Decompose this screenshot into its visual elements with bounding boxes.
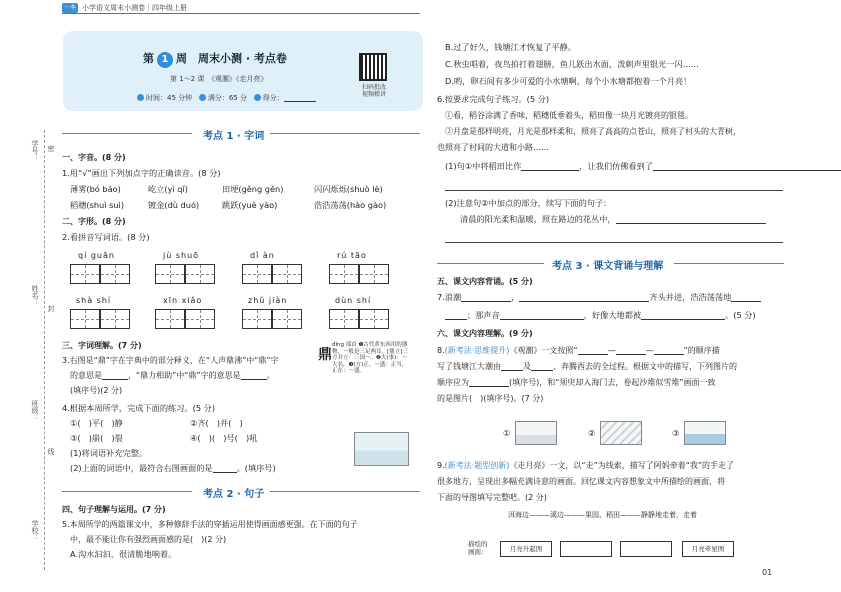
- writing-box[interactable]: [100, 309, 130, 329]
- question-9-line3: 下面的导图填写完整吧。(2 分): [437, 493, 547, 502]
- q1-item[interactable]: 浩浩荡荡(hào gào): [314, 200, 387, 210]
- q6-sentence-2-cont: 也照亮了村间的大道和小路……: [437, 143, 549, 152]
- pinyin: rú tāo: [337, 251, 367, 260]
- writing-box[interactable]: [70, 309, 100, 329]
- id-label: 学号：: [31, 140, 39, 161]
- q1-item[interactable]: 薄雾(bó báo): [70, 184, 121, 194]
- cut-mark-1: 密: [47, 145, 55, 152]
- flow-label: 描绘的 画面：: [468, 540, 488, 556]
- question-7: 7.浪潮 ， 齐头并进，浩浩荡荡地: [437, 292, 761, 303]
- series-logo: 一本: [63, 4, 76, 11]
- rule: [270, 133, 420, 134]
- route-sequence: 洱海边———溪边———果园、稻田———静静地走着，走着: [508, 511, 697, 519]
- q1-item[interactable]: 镀金(dù duó): [148, 200, 200, 210]
- writing-box[interactable]: [242, 309, 272, 329]
- flow-box-first: 月亮升起图: [500, 541, 552, 557]
- question-5: 5.本周所学的两篇课文中，多种修辞手法的穿插运用使得画面感更强。在下面的句子: [62, 520, 358, 529]
- q1-item[interactable]: 田埂(gěng gěn): [222, 184, 284, 194]
- question-8-line3: 顺序应为 (填序号)，和“须臾却入海门去，卷起沙堆似雪堆”画面一致: [437, 378, 716, 387]
- part-heading: 五、课文内容背诵。(5 分): [437, 277, 533, 286]
- question-9: 9.(新考法·题型创新)《走月亮》一文，以“走”为线索，描写了阿妈牵着“我”的手走了: [437, 461, 735, 470]
- q6-sentence-2: ②月盘是那样明亮，月光是那样柔和，照亮了高高的点苍山，照亮了村头的大青树，: [445, 127, 741, 136]
- q4-sub-2: (2)上面的词语中，最符合右图画面的是 。(填序号): [70, 463, 276, 473]
- clock-icon: [137, 94, 144, 101]
- question-5-line2: 中，最不能让你有强烈画面感的是( )(2 分): [70, 535, 227, 544]
- question-8-line2: 写了钱塘江大潮由 及 、奔腾西去的全过程。根据文中的描写，下列图片的: [437, 362, 737, 371]
- image-label-2: ②: [588, 428, 596, 438]
- part-heading: 二、字形。(8 分): [62, 217, 126, 226]
- test-meta: 时间：45 分钟 满分：65 分 得分：: [137, 93, 316, 103]
- flow-box-blank[interactable]: [620, 541, 672, 557]
- question-3-line2: 的意思是 ，“鼎力相助”中“鼎”字的意思是 。: [70, 371, 275, 380]
- calm-river-image: [354, 432, 409, 466]
- dictionary-entry: dǐng 部首 ❶古代煮东西用的器物，一般是三足两耳。[鼎立]三方并立：三国～。❷大(事)：～大名。❸(方)正。～盛：正当，正在：～盛。: [332, 342, 408, 375]
- part-heading: 三、字词理解。(7 分): [62, 341, 142, 350]
- page-number: 01: [762, 568, 773, 577]
- qr-caption: 扫码批改 视频精讲: [361, 84, 386, 98]
- flow-box-last: 月亮牵星图: [682, 541, 734, 557]
- writing-box[interactable]: [242, 264, 272, 284]
- option-a[interactable]: A.沟水汩汩，很清脆地响着。: [70, 549, 177, 559]
- writing-box[interactable]: [329, 264, 359, 284]
- answer-line[interactable]: [445, 242, 783, 243]
- pinyin: shà shí: [76, 296, 112, 305]
- writing-box[interactable]: [359, 264, 389, 284]
- writing-box[interactable]: [185, 264, 215, 284]
- writing-box[interactable]: [272, 309, 302, 329]
- q1-item[interactable]: 跳跃(yuè yào): [222, 200, 278, 210]
- rule: [674, 263, 784, 264]
- writing-box[interactable]: [155, 309, 185, 329]
- qr-code[interactable]: [359, 53, 387, 81]
- image-label-1: ①: [503, 428, 511, 438]
- part-heading: 四、句子理解与运用。(7 分): [62, 505, 166, 514]
- pinyin: dùn shí: [335, 296, 372, 305]
- q4-item[interactable]: ③( )崩( )裂: [70, 433, 123, 443]
- top-rule: [62, 13, 420, 14]
- section-heading-3: 考点 3 · 课文背诵与理解: [552, 261, 664, 272]
- answer-line[interactable]: [445, 190, 783, 191]
- flow-box-blank[interactable]: [560, 541, 612, 557]
- rule: [270, 491, 420, 492]
- q1-item[interactable]: 屹立(yì qǐ): [148, 184, 188, 194]
- series-title: 小学语文周末小测卷｜四年级上册: [82, 4, 187, 12]
- question-6: 6.按要求完成句子练习。(5 分): [437, 94, 550, 104]
- dict-char: 鼎: [318, 347, 332, 363]
- writing-box[interactable]: [70, 264, 100, 284]
- question-4: 4.根据本周所学，完成下面的练习。(5 分): [62, 403, 216, 413]
- q4-item[interactable]: ②齐( )并( ): [190, 418, 243, 428]
- lesson-range: 第 1～2 课 《观潮》《走月亮》: [170, 75, 268, 83]
- writing-box[interactable]: [185, 309, 215, 329]
- q4-item[interactable]: ①( )平( )静: [70, 418, 123, 428]
- q4-item[interactable]: ④( )( )号( )吼: [190, 433, 258, 443]
- q6-sub-2: (2)注意句②中加点的部分，续写下面的句子：: [445, 198, 612, 208]
- q4-sub-1: (1)将词语补充完整。: [70, 448, 148, 458]
- writing-box[interactable]: [329, 309, 359, 329]
- question-8: 8.(新考法·思维提升)《观潮》一文按照“ — — ”的顺序描: [437, 346, 720, 355]
- question-2: 2.看拼音写词语。(8 分): [62, 232, 150, 242]
- question-8-line4: 的是图片( )(填序号)。(7 分): [437, 394, 544, 403]
- writing-box[interactable]: [155, 264, 185, 284]
- school-label: 学校：: [31, 520, 39, 541]
- question-9-line2: 很多地方，呈现出多幅充满诗意的画面。回忆课文内容想象文中所描绘的画面，将: [437, 477, 725, 486]
- rule: [62, 491, 192, 492]
- class-label: 班级：: [31, 400, 39, 421]
- tide-image-3: [684, 421, 726, 445]
- q1-item[interactable]: 闪闪烁烁(shuò lè): [314, 184, 383, 194]
- cut-mark-3: 线: [47, 448, 55, 455]
- name-label: 姓名：: [31, 285, 39, 306]
- question-7-line2: ；那声音 ，好像大地都被 。(5 分): [445, 310, 756, 321]
- part-heading: 一、字音。(8 分): [62, 153, 126, 162]
- writing-box[interactable]: [100, 264, 130, 284]
- pinyin: xīn xiǎo: [163, 296, 203, 305]
- pinyin: zhǔ jiàn: [248, 296, 288, 305]
- question-3-score: (填序号)(2 分): [70, 386, 123, 395]
- pinyin: qí guān: [78, 251, 115, 260]
- option-d[interactable]: D.哟，卵石间有多少可爱的小水塘啊，每个小水塘都抱着一个月亮！: [445, 76, 692, 86]
- week-title: 第 1 周 周末小测 · 考点卷: [143, 50, 287, 68]
- rule: [437, 263, 544, 264]
- tide-image-2: [600, 421, 642, 445]
- option-b[interactable]: B.过了好久，钱塘江才恢复了平静。: [445, 42, 577, 52]
- question-3: 3.右图是“鼎”字在字典中的部分释义，在“人声鼎沸”中“鼎”字: [62, 356, 279, 365]
- cut-line: [44, 130, 45, 570]
- writing-box[interactable]: [359, 309, 389, 329]
- rule: [62, 133, 192, 134]
- q6-sentence-1: ①看，稻谷涂满了香味，稻穗低垂着头，稻田像一块月光镀亮的银毯。: [445, 111, 693, 120]
- q6-sub-1: (1)句①中将稻田比作 ，让我们仿佛看到了: [445, 161, 841, 172]
- section-heading-1: 考点 1 · 字词: [203, 131, 265, 142]
- score-icon: [199, 94, 206, 101]
- writing-box[interactable]: [272, 264, 302, 284]
- pen-icon: [254, 94, 261, 101]
- week-number-badge: 1: [157, 52, 173, 68]
- image-label-3: ③: [672, 428, 680, 438]
- q6-sub-2-line: 清晨的阳光柔和温暖，照在路边的花丛中，: [460, 214, 766, 225]
- option-c[interactable]: C.秋虫唱着，夜鸟拍打着翅膀，鱼儿跃出水面，泼刺声里银光一闪……: [445, 59, 699, 69]
- pinyin: jù shuō: [163, 251, 200, 260]
- part-heading: 六、课文内容理解。(9 分): [437, 329, 533, 338]
- question-1: 1.用“√”画出下列加点字的正确读音。(8 分): [62, 168, 221, 178]
- pinyin: dǐ àn: [250, 251, 275, 260]
- q1-item[interactable]: 稻穗(shuì suì): [70, 200, 125, 210]
- tide-image-1: [515, 421, 557, 445]
- section-heading-2: 考点 2 · 句子: [203, 489, 265, 500]
- cut-mark-2: 封: [47, 305, 55, 312]
